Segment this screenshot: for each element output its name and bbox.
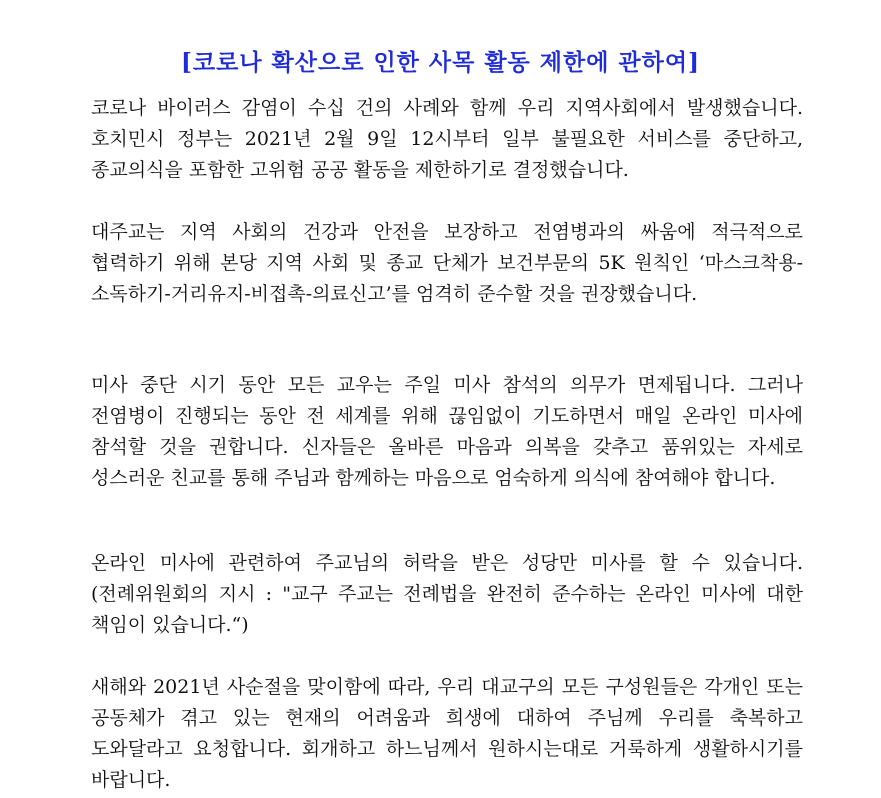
paragraph-5k-principles: 대주교는 지역 사회의 건강과 안전을 보장하고 전염병과의 싸움에 적극적으로 협력하기 위해 본당 지역 사회 및 종교 단체가 보건부문의 5K 원칙인 ‘마스크착용-소독하기-거리유지-비접촉-의료신고’를 엄격히 준수할 것을 권장했습니다.: [91, 221, 803, 305]
paragraph-online-mass: 온라인 미사에 관련하여 주교님의 허락을 받은 성당만 미사를 할 수 있습니다. (전례위원회의 지시 : "교구 주교는 전례법을 완전히 준수하는 온라인 미사에 대한 책임이 있습니다.“): [91, 552, 803, 636]
paragraph-outbreak-notice: 코로나 바이러스 감염이 수십 건의 사례와 함께 우리 지역사회에서 발생했습니다. 호치민시 정부는 2021년 2월 9일 12시부터 일부 불필요한 서비스를 중단하고, 종교의식을 포함한 고위험 공공 활동을 제한하기로 결정했습니다.: [91, 97, 803, 181]
document-title: [코로나 확산으로 인한 사목 활동 제한에 관하여]: [181, 49, 700, 77]
paragraph-mass-dispensation: 미사 중단 시기 동안 모든 교우는 주일 미사 참석의 의무가 면제됩니다. 그러나 전염병이 진행되는 동안 전 세계를 위해 끊임없이 기도하면서 매일 온라인 미사에 참석할 것을 권합니다. 신자들은 올바른 마음과 의복을 갖추고 품위있는 자세로 성스러운 친교를 통해 주님과 함께하는 마음으로 엄숙하게 의식에 참여해야 합니다.: [91, 374, 803, 489]
paragraph-lent-prayer: 새해와 2021년 사순절을 맞이함에 따라, 우리 대교구의 모든 구성원들은 각개인 또는 공동체가 겪고 있는 현재의 어려움과 희생에 대하여 주님께 우리를 축복하고 도와달라고 요청합니다. 회개하고 하느님께서 원하시는대로 거룩하게 생활하시기를 바랍니다.: [91, 676, 803, 791]
